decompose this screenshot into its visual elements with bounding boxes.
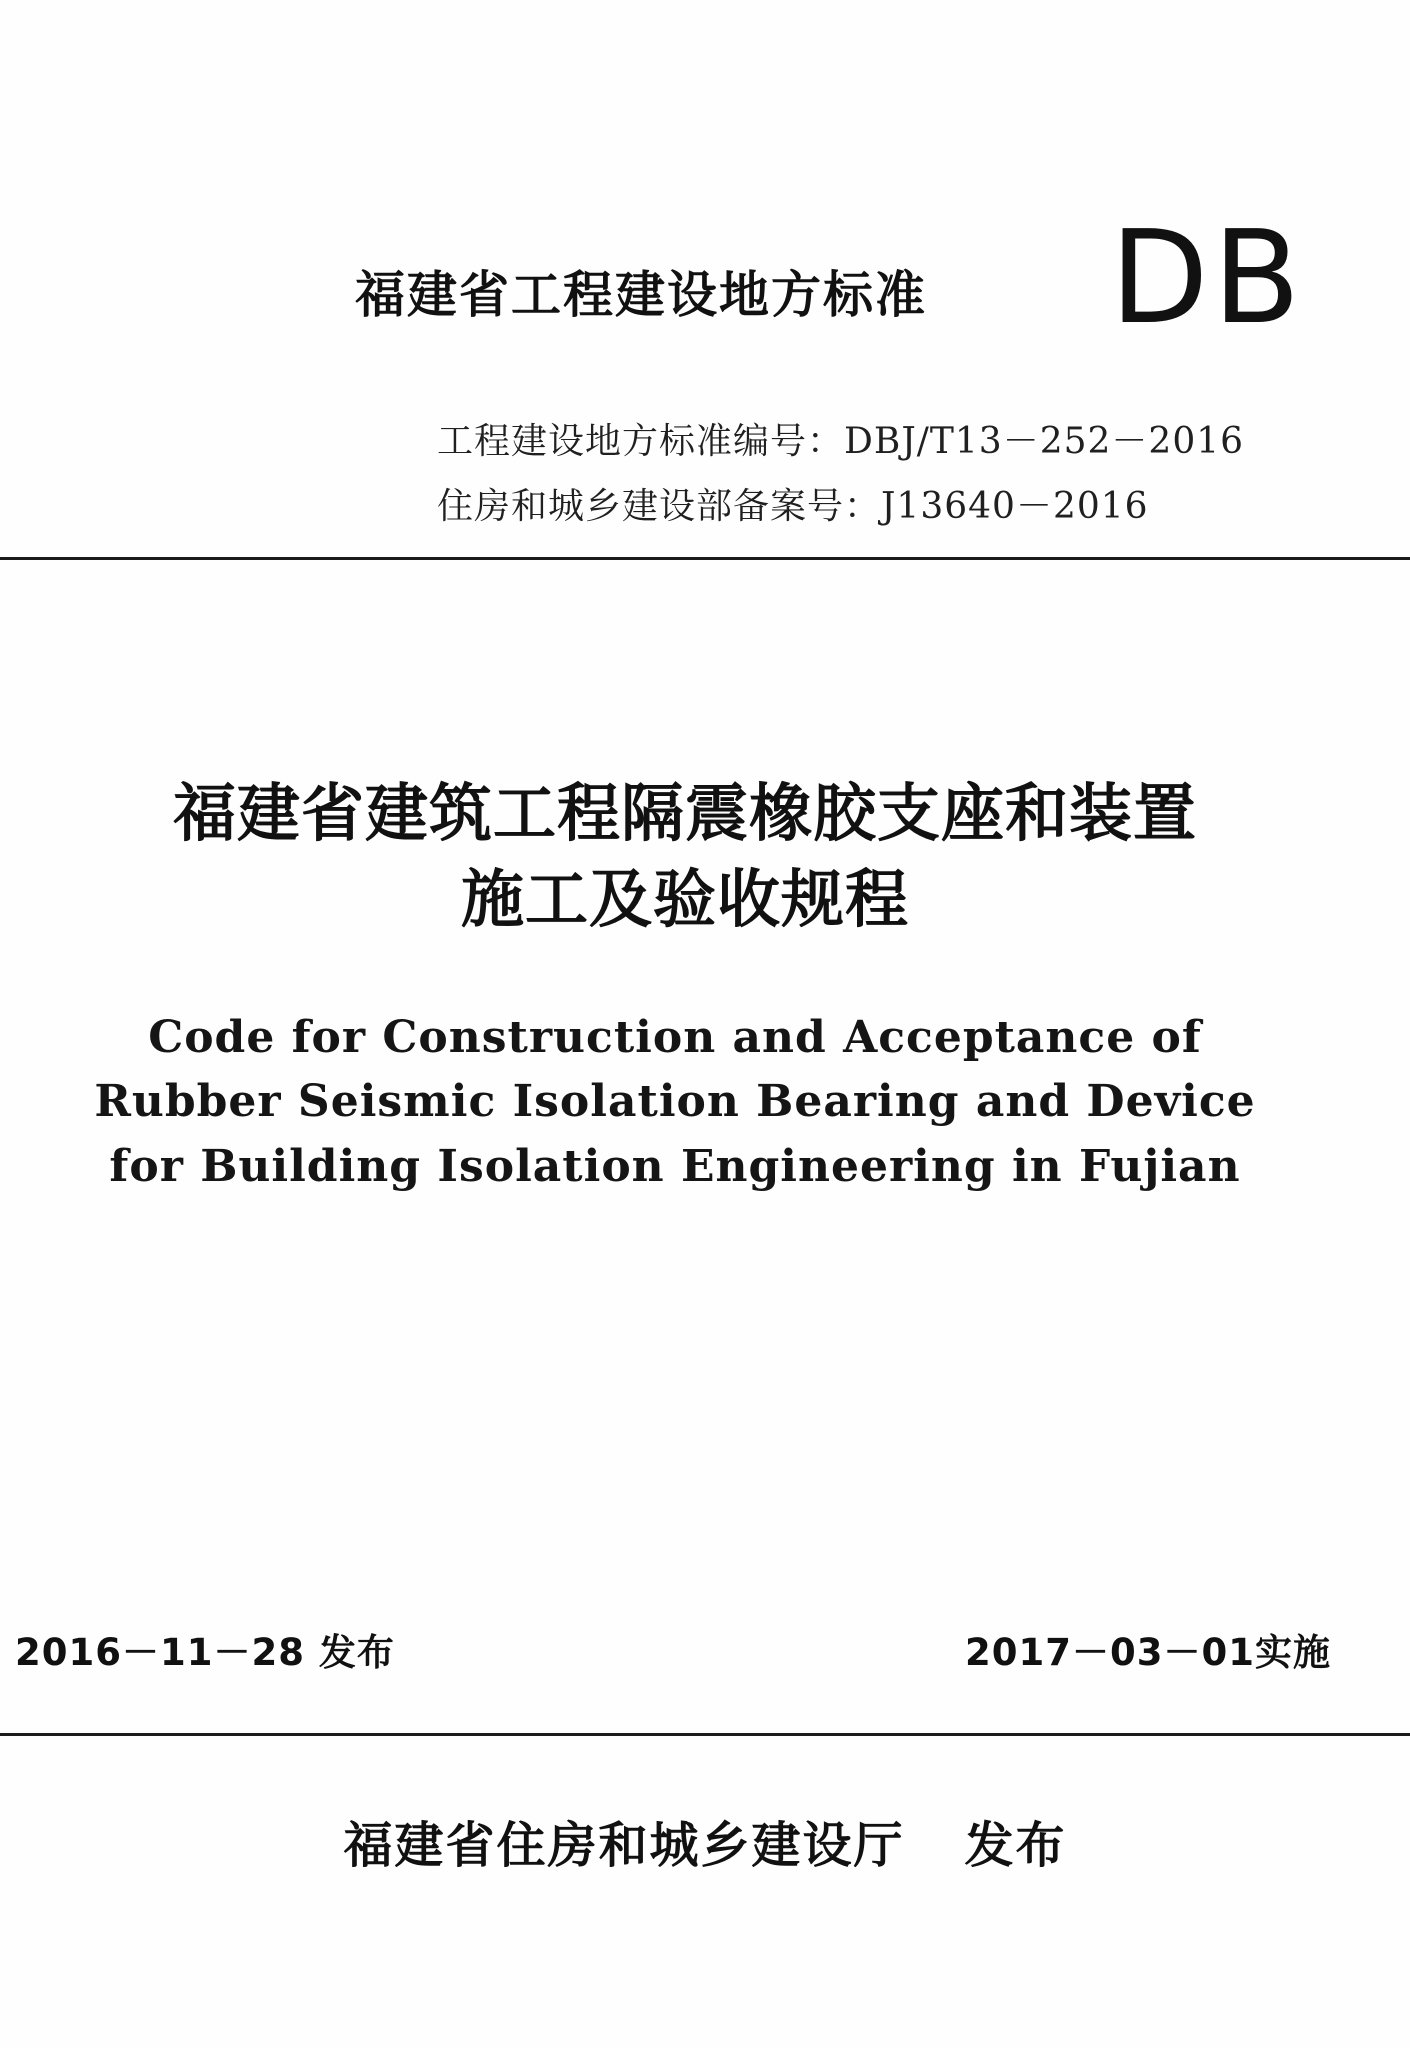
publisher-action: 发布 — [964, 1817, 1067, 1874]
issue-date: 2016－11－28 发布 — [15, 1631, 395, 1674]
bottom-divider — [0, 1733, 1410, 1736]
standard-number: 工程建设地方标准编号：DBJ/T13－252－2016 — [437, 421, 1245, 462]
effective-date: 2017－03－01实施 — [965, 1631, 1331, 1674]
standard-type-heading: 福建省工程建设地方标准 — [355, 265, 927, 324]
publisher-name: 福建省住房和城乡建设厅 — [343, 1817, 905, 1874]
english-title-line-2: Rubber Seismic Isolation Bearing and Device — [94, 1076, 1256, 1127]
top-divider — [0, 557, 1410, 560]
record-number: 住房和城乡建设部备案号：J13640－2016 — [437, 486, 1149, 527]
chinese-title-line-2: 施工及验收规程 — [461, 862, 909, 936]
english-title-line-1: Code for Construction and Acceptance of — [148, 1012, 1202, 1063]
publisher-line — [0, 1807, 1410, 1877]
english-title-line-3: for Building Isolation Engineering in Fujian — [109, 1141, 1241, 1192]
db-mark: DB — [1110, 204, 1305, 353]
chinese-title-line-1: 福建省建筑工程隔震橡胶支座和装置 — [173, 776, 1197, 850]
